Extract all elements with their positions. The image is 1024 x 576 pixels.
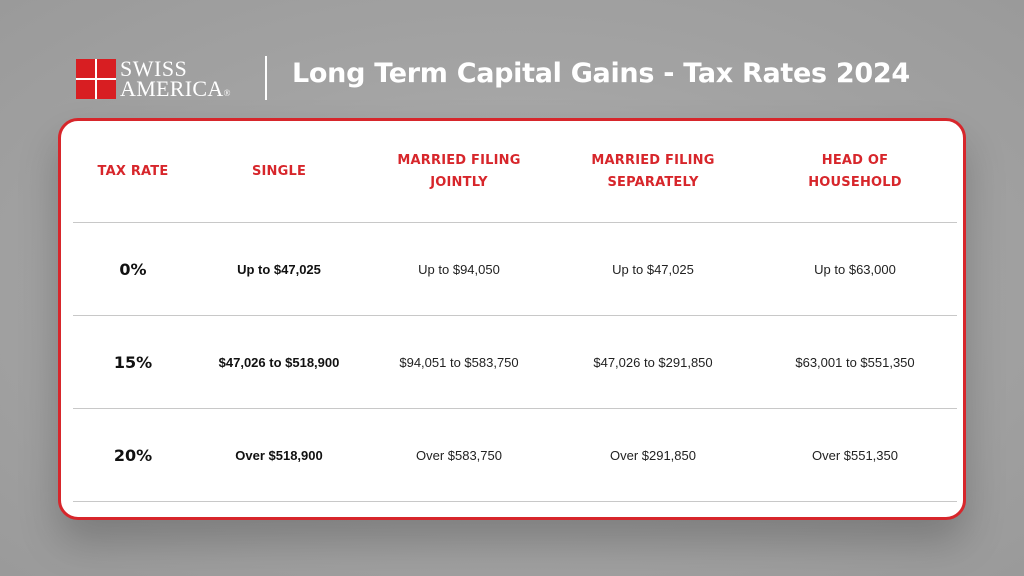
single-cell: $47,026 to $518,900: [218, 354, 340, 370]
page-title: Long Term Capital Gains - Tax Rates 2024: [292, 58, 910, 89]
header-married-filing-jointly: MARRIED FILING JOINTLY: [397, 152, 521, 190]
separate-cell: $47,026 to $291,850: [593, 354, 713, 370]
logo-wordmark: [120, 55, 231, 101]
table-header-row: [73, 121, 957, 223]
table-row: [73, 316, 957, 409]
joint-cell: Over $583,750: [415, 447, 502, 463]
joint-cell: $94,051 to $583,750: [399, 354, 519, 370]
table-row: [73, 409, 957, 502]
single-cell: Up to $47,025: [237, 261, 321, 277]
logo-line-2: AMERICA®: [120, 76, 231, 101]
household-cell: $63,001 to $551,350: [795, 354, 915, 370]
household-cell: Up to $63,000: [814, 261, 896, 277]
rate-cell: 0%: [119, 259, 147, 279]
rate-cell: 15%: [113, 352, 153, 372]
header-single: SINGLE: [251, 163, 307, 179]
header-divider: [265, 56, 267, 100]
separate-cell: Over $291,850: [609, 447, 696, 463]
rate-cell: 20%: [113, 445, 153, 465]
household-cell: Over $551,350: [811, 447, 898, 463]
logo-line-1: SWISS: [120, 55, 188, 81]
tax-rate-table: [73, 121, 957, 502]
swiss-america-logo: [76, 55, 231, 101]
separate-cell: Up to $47,025: [612, 261, 694, 277]
table-row: [73, 223, 957, 316]
single-cell: Over $518,900: [235, 447, 323, 463]
header-head-of-household: HEAD OF HOUSEHOLD: [808, 152, 902, 190]
joint-cell: Up to $94,050: [418, 261, 500, 277]
logo-mark-icon: [76, 59, 116, 99]
header-married-filing-separately: MARRIED FILING SEPARATELY: [591, 152, 715, 190]
header-tax-rate: TAX RATE: [97, 163, 169, 179]
tax-rate-card: [58, 118, 966, 520]
header: [0, 0, 1024, 118]
